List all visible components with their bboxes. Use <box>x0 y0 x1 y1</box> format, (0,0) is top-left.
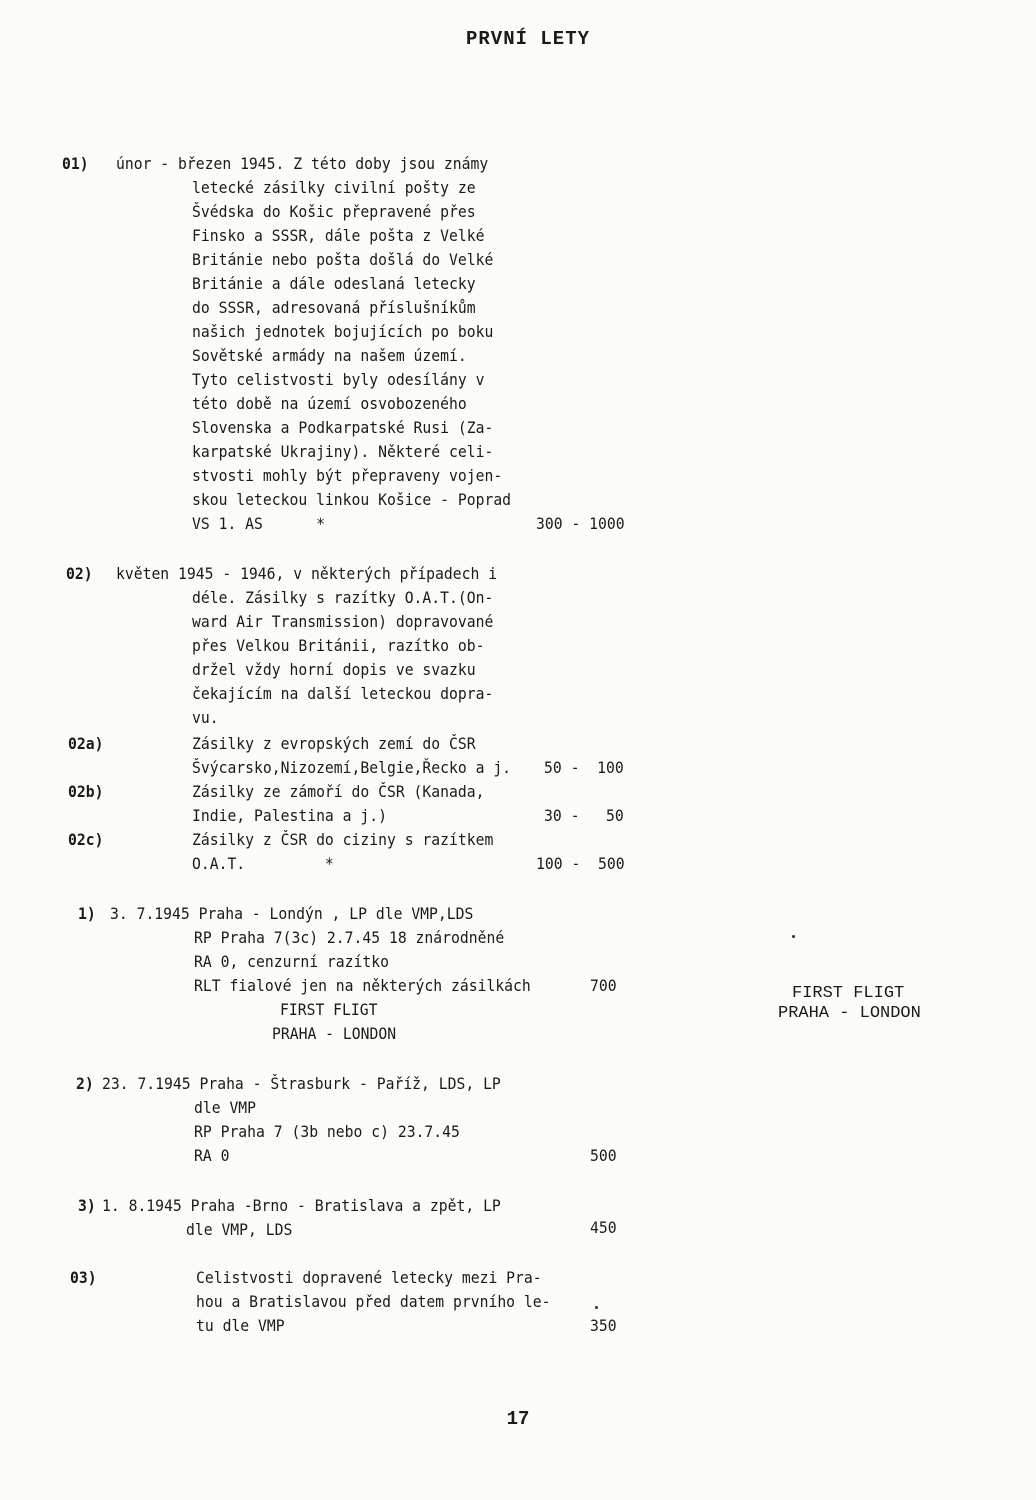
first-flight-stamp-line: PRAHA - LONDON <box>778 1004 921 1023</box>
entry-3-line: dle VMP, LDS <box>186 1220 293 1239</box>
entry-02c-line: Zásilky z ČSR do ciziny s razítkem <box>192 830 494 849</box>
entry-2-price: 500 <box>590 1146 617 1165</box>
entry-1-line: 3. 7.1945 Praha - Londýn , LP dle VMP,LDS <box>110 904 474 923</box>
entry-01-price: 300 - 1000 <box>536 514 625 533</box>
entry-code-1: 1) <box>78 904 96 923</box>
entry-01-line: letecké zásilky civilní pošty ze <box>192 178 476 197</box>
entry-02-line: vu. <box>192 708 219 727</box>
entry-01-line: Británie a dále odeslaná letecky <box>192 274 476 293</box>
entry-code-02c: 02c) <box>68 830 104 849</box>
entry-02c-line: O.A.T. * <box>192 854 334 873</box>
entry-2-line: RA 0 <box>194 1146 230 1165</box>
entry-02-line: čekajícím na další leteckou dopra- <box>192 684 494 703</box>
entry-01-line: Sovětské armády na našem území. <box>192 346 467 365</box>
entry-code-02b: 02b) <box>68 782 104 801</box>
entry-code-3: 3) <box>78 1196 96 1215</box>
entry-01-line: Švédska do Košic přepravené přes <box>192 202 476 221</box>
entry-code-02a: 02a) <box>68 734 104 753</box>
page-title: PRVNÍ LETY <box>465 28 591 50</box>
entry-1-line: RP Praha 7(3c) 2.7.45 18 znárodněné <box>194 928 505 947</box>
scan-speck <box>595 1306 598 1309</box>
entry-1-line: RLT fialové jen na některých zásilkách <box>194 976 531 995</box>
entry-02b-price: 30 - 50 <box>544 806 624 825</box>
scan-speck <box>792 935 795 938</box>
entry-02a-line: Švýcarsko,Nizozemí,Belgie,Řecko a j. <box>192 758 512 777</box>
entry-2-line: dle VMP <box>194 1098 257 1117</box>
entry-01-line: karpatské Ukrajiny). Některé celi- <box>192 442 494 461</box>
entry-01-line: Slovenska a Podkarpatské Rusi (Za- <box>192 418 494 437</box>
entry-01-line: Tyto celistvosti byly odesílány v <box>192 370 485 389</box>
entry-02-line: ward Air Transmission) dopravované <box>192 612 494 631</box>
entry-02b-line: Zásilky ze zámoří do ČSR (Kanada, <box>192 782 485 801</box>
entry-03-line: hou a Bratislavou před datem prvního le- <box>196 1292 551 1311</box>
entry-01-line: této době na území osvobozeného <box>192 394 467 413</box>
first-flight-stamp-line: FIRST FLIGT <box>792 984 905 1003</box>
entry-01-line: skou leteckou linkou Košice - Poprad <box>192 490 512 509</box>
entry-01-line: Finsko a SSSR, dále pošta z Velké <box>192 226 485 245</box>
entry-01-line: VS 1. AS * <box>192 514 325 533</box>
entry-3-price: 450 <box>590 1218 617 1237</box>
entry-code-03: 03) <box>70 1268 97 1287</box>
entry-1-price: 700 <box>590 976 617 995</box>
entry-02-line: přes Velkou Británii, razítko ob- <box>192 636 485 655</box>
entry-03-price: 350 <box>590 1316 617 1335</box>
entry-02a-price: 50 - 100 <box>544 758 624 777</box>
entry-code-02: 02) <box>66 564 93 583</box>
entry-01-line: stvosti mohly být přepraveny vojen- <box>192 466 503 485</box>
entry-1-line: PRAHA - LONDON <box>272 1024 397 1043</box>
entry-02c-price: 100 - 500 <box>536 854 625 873</box>
entry-01-line: únor - březen 1945. Z této doby jsou známy <box>116 154 489 173</box>
entry-code-01: 01) <box>62 154 89 173</box>
entry-02-line: květen 1945 - 1946, v některých případech i <box>116 564 498 583</box>
entry-3-line: 1. 8.1945 Praha -Brno - Bratislava a zpět, LP <box>102 1196 501 1215</box>
entry-2-line: RP Praha 7 (3b nebo c) 23.7.45 <box>194 1122 460 1141</box>
entry-2-line: 23. 7.1945 Praha - Štrasburk - Paříž, LDS, LP <box>102 1074 501 1093</box>
entry-03-line: tu dle VMP <box>196 1316 285 1335</box>
entry-code-2: 2) <box>76 1074 94 1093</box>
entry-03-line: Celistvosti dopravené letecky mezi Pra- <box>196 1268 542 1287</box>
entry-02-line: déle. Zásilky s razítky O.A.T.(On- <box>192 588 494 607</box>
entry-01-line: Británie nebo pošta došlá do Velké <box>192 250 494 269</box>
page-number: 17 <box>506 1408 530 1430</box>
entry-1-line: RA 0, cenzurní razítko <box>194 952 389 971</box>
entry-01-line: našich jednotek bojujících po boku <box>192 322 494 341</box>
entry-02-line: držel vždy horní dopis ve svazku <box>192 660 476 679</box>
entry-1-line: FIRST FLIGT <box>280 1000 378 1019</box>
entry-02a-line: Zásilky z evropských zemí do ČSR <box>192 734 476 753</box>
entry-01-line: do SSSR, adresovaná příslušníkům <box>192 298 476 317</box>
entry-02b-line: Indie, Palestina a j.) <box>192 806 387 825</box>
